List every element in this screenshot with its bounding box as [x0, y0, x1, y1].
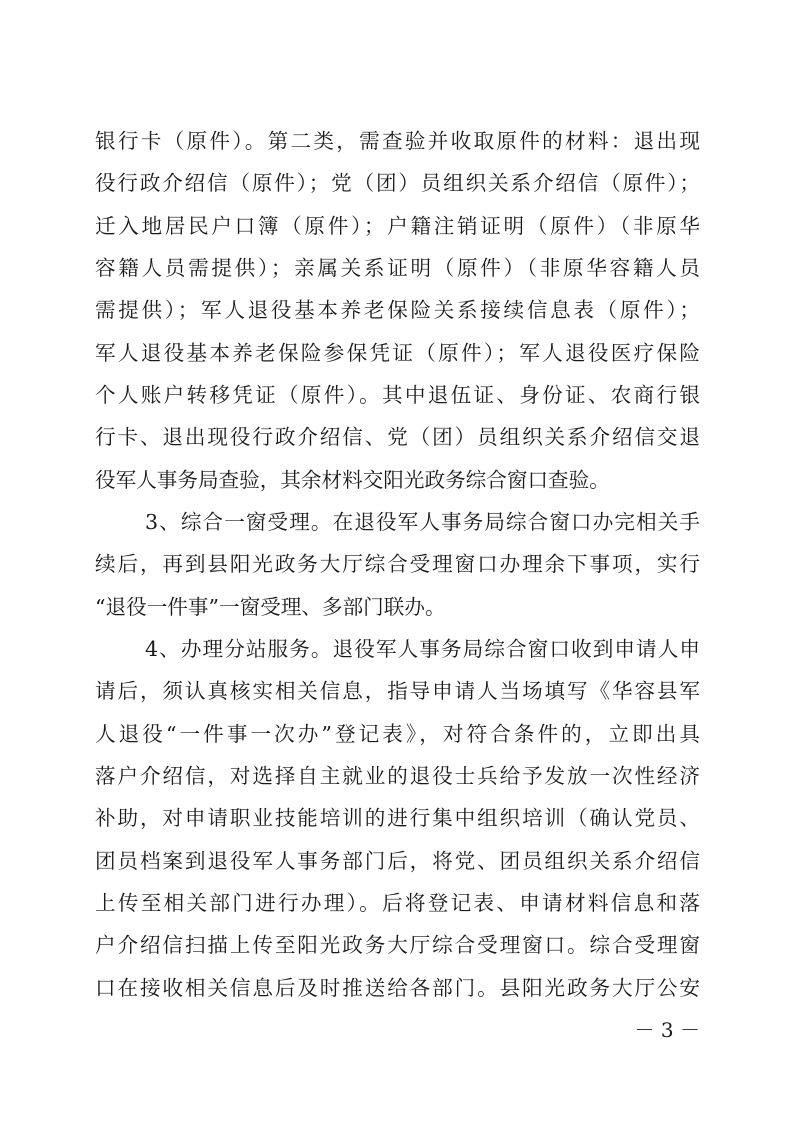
body-line: 个人账户转移凭证（原件）。其中退伍证、身份证、农商行银	[95, 383, 700, 407]
body-line: 续后，再到县阳光政务大厅综合受理窗口办理余下事项，实行	[95, 552, 700, 576]
body-line: 需提供）；军人退役基本养老保险关系接续信息表（原件）；	[95, 298, 700, 322]
body-line: 团员档案到退役军人事务部门后，将党、团员组织关系介绍信	[95, 849, 700, 873]
body-line: 补助，对申请职业技能培训的进行集中组织培训（确认党员、	[95, 806, 700, 830]
body-line: 人退役“一件事一次办”登记表》，对符合条件的，立即出具	[95, 722, 700, 746]
body-line: 行卡、退出现役行政介绍信、党（团）员组织关系介绍信交退	[95, 425, 700, 449]
body-line: 请后，须认真核实相关信息，指导申请人当场填写《华容县军	[95, 679, 700, 703]
body-line: 容籍人员需提供）；亲属关系证明（原件）（非原华容籍人员	[95, 256, 700, 280]
body-line: 3、综合一窗受理。在退役军人事务局综合窗口办完相关手	[145, 510, 700, 534]
body-line: 4、办理分站服务。退役军人事务局综合窗口收到申请人申	[145, 637, 700, 661]
body-line: “退役一件事”一窗受理、多部门联办。	[95, 595, 446, 619]
body-line: 迁入地居民户口簿（原件）；户籍注销证明（原件）（非原华	[95, 214, 700, 238]
page-number: － 3 －	[634, 1018, 700, 1042]
body-line: 银行卡（原件）。第二类，需查验并收取原件的材料：退出现	[95, 129, 700, 153]
body-line: 落户介绍信，对选择自主就业的退役士兵给予发放一次性经济	[95, 764, 700, 788]
body-line: 军人退役基本养老保险参保凭证（原件）；军人退役医疗保险	[95, 341, 700, 365]
body-line: 户介绍信扫描上传至阳光政务大厅综合受理窗口。综合受理窗	[95, 933, 700, 957]
body-line: 上传至相关部门进行办理）。后将登记表、申请材料信息和落	[95, 891, 700, 915]
body-line: 口在接收相关信息后及时推送给各部门。县阳光政务大厅公安	[95, 976, 700, 1000]
body-line: 役行政介绍信（原件）；党（团）员组织关系介绍信（原件）；	[95, 171, 700, 195]
body-line: 役军人事务局查验，其余材料交阳光政务综合窗口查验。	[95, 468, 610, 492]
